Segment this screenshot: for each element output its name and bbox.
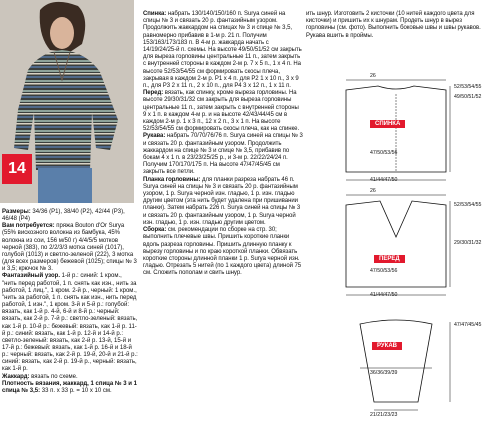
front-text: вязать, как спинку, кроме выреза горловины. На высоте 29/30/31/32 см закрыть для выреза горловины центральные 11 п., затем закрыть с внутренней стороны 9 х 1 п. в каждом 4-м р. и на высоте 42/43/44/45 см в каждом 2-м р. 1 х 3 п., 12 х 2 п., 3 х 1 п. На высоте 52/53/54/55 см формировать скосы плеча, как на спинке. bbox=[143, 90, 300, 133]
column-3-paragraph: ить шнур. Изготовить 2 кисточки (10 нитей каждого цвета для кисточки) и пришить их к шнурам. Продеть шнур в вырез горловины (см. фото). Выполнить боковые швы и швы рукавов. Рукава вшить в проймы. bbox=[306, 11, 481, 39]
front-label: Перед: bbox=[143, 90, 164, 97]
sleeve-label: РУКАВ bbox=[372, 342, 402, 350]
back-text: набрать 130/140/150/160 п. Surya синей на спицы № 3 и связать 20 р. фантазийным узором. Продолжить жаккардом на спицах № 3 и спице № 3,5, равномерно прибавив в 1-м р. 21 п. Получим 153/163/173/183 п. В 4-м р. жаккарда начать с 14/19/24/25-й п. схемы. На высоте 49/50/51/52 см закрыть для выреза горловины центральные 11 п., затем закрыть с внутренней стороны в каждом 2-м р. 7 х 5 п., 1 х 4 п. На высоте 52/53/54/55 см формировать скосы плеча, закрывая в каждом 2-м р. Р1 х 4 п. для Р2 1 х 10 п., 3 х 9 п., для Р3 2 х 11 п., 2 х 10 п., для Р4 3 х 12 п., 1 х 11 п. bbox=[143, 11, 302, 90]
density-text: 33 п. x 33 р. = 10 x 10 см. bbox=[40, 387, 112, 394]
jacquard-label: Жаккард: bbox=[2, 373, 30, 380]
sizes-label: Размеры: bbox=[2, 209, 31, 215]
front-top-width: 26 bbox=[370, 188, 376, 194]
column-3-text bbox=[306, 11, 486, 40]
back-height: 47/50/53/56 bbox=[370, 150, 398, 156]
sleeve-width: 36/36/39/39 bbox=[370, 370, 398, 376]
front-label: ПЕРЕД bbox=[374, 255, 405, 263]
neckband-text: для планки разреза набрать 46 п. Surya синей на спицы № 3 и связать 20 р. фантазийным узором, 1 р. Surya черной изн. гладью, 1 р. изн. гладью другим цветом (эта нить будет удалена при пришивании планки). Затем набрать 226 п. Surya синей на спицы № 3 и связать 20 р. фантазийным узором, 1 р. Surya черной изн. гладью, 1 р. изн. гладью другим цветом. bbox=[143, 176, 301, 226]
assembly-label: Сборка: bbox=[143, 227, 167, 234]
front-right-mid: 29/30/31/32 bbox=[454, 240, 482, 246]
assembly-text: см. рекомендации по сборке на стр. 30; выполнить плечевые швы. Пришить короткие планки вдоль разреза горловины. Пришить длинную планку к вырезу горловины и по краю короткой планки. Обвязать короткие стороны длинной планки 1 р. Surya черной изн. гладью. Отрезать 5 нитей (по 1 каждого цвета) длиной 75 см. Сложить пополам и свить шнур. bbox=[143, 227, 302, 277]
materials-label: Вам потребуется: bbox=[2, 223, 55, 230]
sleeve-bottom: 21/21/23/23 bbox=[370, 412, 398, 418]
jacquard-text: вязать по схеме. bbox=[29, 373, 78, 380]
front-diagram bbox=[318, 193, 494, 303]
pattern-label: Фантазийный узор. bbox=[2, 273, 60, 280]
neckband-label: Планка горловины: bbox=[143, 176, 201, 183]
back-right-mid: 49/50/51/52 bbox=[454, 94, 482, 100]
sleeves-text: набрать 70/70/76/76 п. Surya синей на спицы № 3 и связать 20 р. фантазийным узором. Продолжить жаккардом на спице № 3 и спице № 3,5, прибавив по бокам 4 х 1 п. в 23/23/25/25 р., и 3-м р. 22/22/24/24 п. Получим 170/170/175 п. На высоте 47/47/45/45 см закрыть все петли. bbox=[143, 133, 303, 176]
sleeves-label: Рукава: bbox=[143, 133, 166, 140]
sleeve-right-top: 47/47/45/45 bbox=[454, 322, 482, 328]
back-label: Спинка: bbox=[143, 11, 167, 17]
density-label: Плотность вязания, жаккард, 1 спица № 3 и 1 спица № 3,5: bbox=[2, 380, 137, 394]
pattern-text: 1-й р.: синий: 1 кром., "нить перед работой, 1 п. снять как изн., нить за работой, 1 лиц.", 1 кром. 2-й р., черный: 1 кром., "нить за работой, 1 п. снять как изн., нить перед работой, 1 изн.", 1 кром. 3-й и 5-й р.: голубой: вязать, как 1-й р. 4-й, 6-й и 8-й р.: черный: вязать, как 2-й р. 7-й р.: светло-зеленый: вязать, как 1-й р. 10-й р.: бежевый: вязать, как 1-й р. 11-й р.: синий: вязать, как 1-й р. 12-й и 14-й р.: светло-зеленый: вязать, как 2-й р. 13-й, 15-й и 17-й р.: бежевый: вязать, как 1-й р. 16-й и 18-й р.: черный: вязать, как 2-й р. 19-й, 20-й и 21-й р.: синий: вязать, как 2-й р. 19-й р., черный: вязать, как 1-й р. bbox=[2, 273, 138, 373]
back-bottom: 41/44/47/50 bbox=[370, 177, 398, 183]
front-right-top: 52/53/54/55 bbox=[454, 202, 482, 208]
sleeve-diagram bbox=[318, 316, 494, 422]
back-right-top: 52/53/54/55 bbox=[454, 84, 482, 90]
column-2-text bbox=[143, 11, 303, 278]
front-height: 47/50/53/56 bbox=[370, 268, 398, 274]
materials-text: пряжа Bouton d'Or Surya (55% вискозного волокна из бамбука, 45% волокна из сои, 156 м/50 г) 4/4/5/5 мотков черной (383), по 2/2/3/3 мотка синей (1017), голубой (1013) и светло-зеленой (222), 3 мотка (для всех размеров) бежевой (1025); спицы № 3 и 3,5; крючок № 3. bbox=[2, 223, 137, 273]
front-bottom: 41/44/47/50 bbox=[370, 292, 398, 298]
sizes-text: 34/36 (P1), 38/40 (P2), 42/44 (P3), 46/48 (P4) bbox=[2, 209, 125, 223]
back-top-width: 26 bbox=[370, 73, 376, 79]
back-label: СПИНКА bbox=[370, 120, 405, 128]
column-1-text bbox=[2, 209, 138, 395]
model-number-badge: 14 bbox=[2, 154, 32, 184]
